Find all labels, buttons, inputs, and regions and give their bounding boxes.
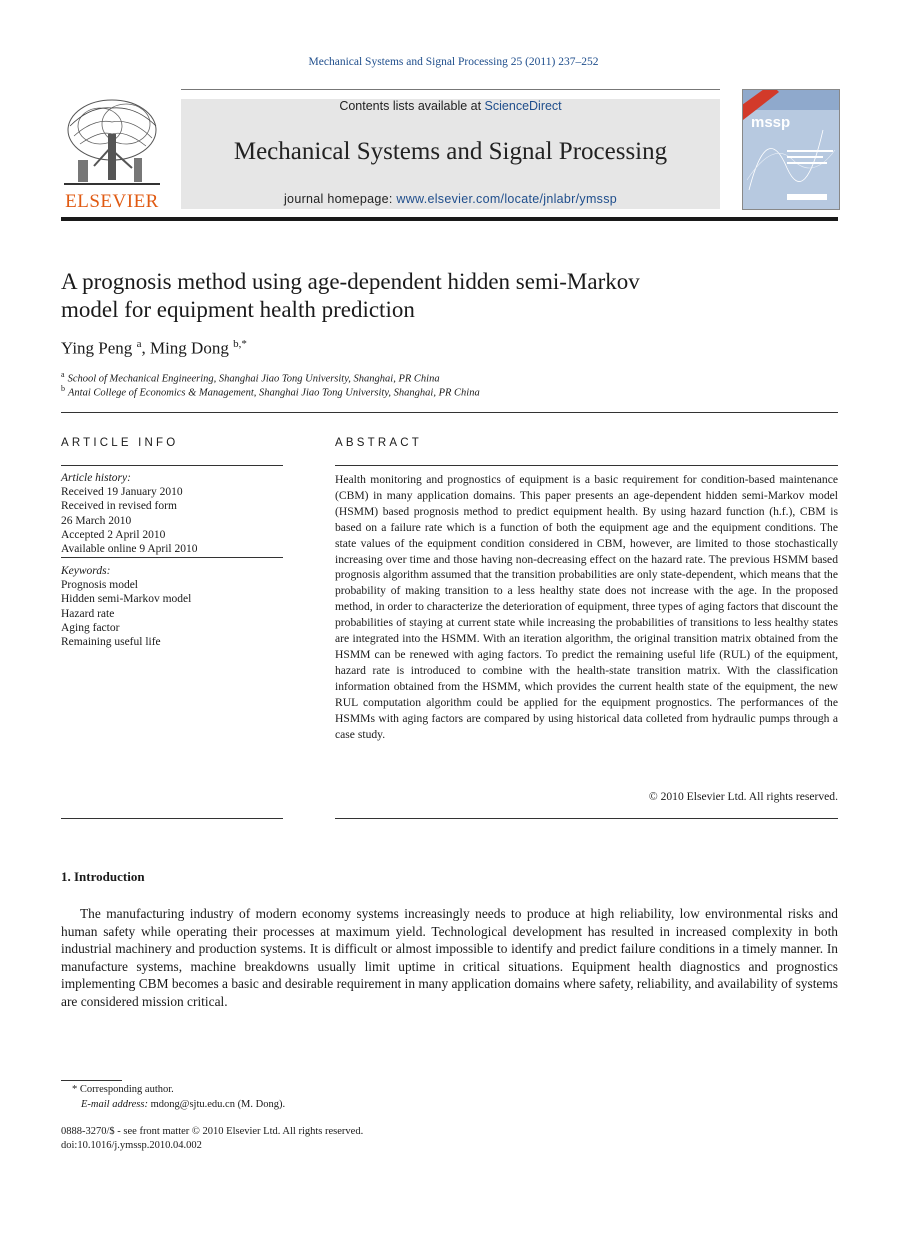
keyword-item[interactable]: Remaining useful life	[61, 636, 161, 649]
keyword-item[interactable]: Hidden semi-Markov model	[61, 593, 192, 606]
contents-prefix: Contents lists available at	[339, 99, 485, 113]
sciencedirect-link[interactable]: ScienceDirect	[484, 99, 562, 113]
introduction-text: The manufacturing industry of modern economy systems increasingly needs to produce at high reliability, low environmental risks and human safety while operating their processes at maximum yield. Technological development has resulted in increased complexity in both industrial machinery and production systems. It is difficult or almost impossible to identify and predict failure conditions in a timely manner. In manufacture systems, machine breakdowns usually limit uptime in critical situations. Equipment health diagnostics and prognostics implementing CBM becomes a basic and desirable requirement in many application domains where safety, reliability, and availability of systems are considered mission critical.	[61, 906, 838, 1009]
keyword-item[interactable]: Hazard rate	[61, 607, 115, 620]
author-2-affil-mark[interactable]: b,*	[233, 338, 247, 350]
affiliations-rule	[61, 412, 838, 413]
cover-art-icon	[743, 90, 839, 209]
email-address[interactable]: mdong@sjtu.edu.cn (M. Dong).	[147, 1099, 286, 1110]
affiliation-mark: a	[61, 370, 65, 379]
email-footnote	[81, 1099, 285, 1110]
abstract-top-rule	[335, 465, 838, 466]
title-line-2: model for equipment health prediction	[61, 297, 415, 322]
keyword-item[interactable]: Aging factor	[61, 621, 120, 634]
affiliation-b	[61, 384, 480, 399]
contents-line	[181, 99, 720, 113]
keywords	[61, 564, 283, 649]
history-rule	[61, 557, 283, 558]
affiliation-text: Antai College of Economics & Management, Shanghai Jiao Tong University, Shanghai, PR China	[68, 387, 480, 399]
elsevier-logo[interactable]	[60, 96, 164, 210]
keywords-label: Keywords:	[61, 565, 111, 577]
homepage-link[interactable]: www.elsevier.com/locate/jnlabr/ymssp	[396, 192, 618, 206]
keyword-item[interactable]: Prognosis model	[61, 579, 138, 592]
tree-icon	[60, 96, 164, 190]
author-separator: ,	[141, 338, 150, 358]
issn-line: 0888-3270/$ - see front matter © 2010 Elsevier Ltd. All rights reserved.	[61, 1126, 364, 1137]
history-item: Accepted 2 April 2010	[61, 528, 166, 541]
history-item: Received in revised form	[61, 500, 177, 513]
history-item: 26 March 2010	[61, 514, 132, 527]
history-item: Available online 9 April 2010	[61, 543, 198, 556]
introduction-heading: 1. Introduction	[61, 869, 145, 884]
header-thick-rule	[61, 217, 838, 221]
article-info-bottom-rule	[61, 818, 283, 819]
affiliation-a	[61, 370, 440, 385]
article-info-top-rule	[61, 465, 283, 466]
footnote-rule	[61, 1080, 122, 1081]
corresponding-author-note: * Corresponding author.	[72, 1084, 174, 1095]
abstract-copyright: © 2010 Elsevier Ltd. All rights reserved.	[648, 790, 838, 803]
abstract-text: Health monitoring and prognostics of equipment is a basic requirement for condition-based maintenance (CBM) in many application domains. This paper presents an age-dependent hidden semi-Markov model (HSMM) based prognosis method to predict equipment health. By using hazard function (h.f.), CBM is based on a failure rate which is a function of both the equipment age and the equipment conditions. The state values of the equipment condition considered in CBM, however, are limited to those stochastically increasing over time and those having non-decreasing effect on the hazard rate. The previous HSMM based prognosis algorithm assumed that the transition probabilities are only state-dependent, which means that the probability of making transition to a less healthy state does not increase with the age. In the proposed method, in order to characterize the deterioration of equipment, three types of aging factors that discount the probabilities of staying at current state while increasing the probabilities of transitions to less healthy states are integrated into the HSMM. With an iteration algorithm, the original transition matrix obtained from the HSMM can be renewed with aging factors. To predict the remaining useful life (RUL) of the equipment, hazard rate is introduced to combine with the health-state transition matrix. With the classification information obtained from the HSMM, which provides the current health state of the equipment, the new RUL computation algorithm could be applied for the equipment prognostics. The performances of the HSMMs with aging factors are compared by using historical data colleted from hydraulic pumps through a case study.	[335, 473, 838, 741]
homepage-prefix: journal homepage:	[283, 192, 397, 206]
author-list	[61, 338, 247, 359]
journal-cover[interactable]	[742, 89, 840, 210]
title-line-1: A prognosis method using age-dependent hidden semi-Markov	[61, 269, 640, 294]
journal-citation[interactable]: Mechanical Systems and Signal Processing 25 (2011) 237–252	[308, 56, 599, 68]
affiliation-text: School of Mechanical Engineering, Shanghai Jiao Tong University, Shanghai, PR China	[67, 373, 440, 385]
history-item: Received 19 January 2010	[61, 486, 183, 499]
publisher-wordmark: ELSEVIER	[65, 191, 159, 212]
email-label: E-mail address:	[81, 1099, 148, 1110]
abstract-bottom-rule	[335, 818, 838, 819]
abstract-heading: ABSTRACT	[335, 437, 422, 449]
homepage-line	[181, 192, 720, 206]
cover-journal-abbrev: mssp	[751, 114, 791, 131]
author-1-affil-mark[interactable]: a	[136, 338, 142, 350]
article-info-heading: ARTICLE INFO	[61, 437, 179, 449]
header-top-rule	[181, 89, 720, 90]
article-history	[61, 471, 283, 556]
history-label: Article history:	[61, 472, 131, 484]
paper-title	[61, 268, 821, 324]
journal-title: Mechanical Systems and Signal Processing	[233, 138, 668, 165]
doi-link[interactable]: doi:10.1016/j.ymssp.2010.04.002	[61, 1140, 202, 1151]
author-1[interactable]: Ying Peng	[61, 338, 133, 358]
author-2[interactable]: Ming Dong	[149, 338, 229, 358]
affiliation-mark: b	[61, 384, 65, 393]
